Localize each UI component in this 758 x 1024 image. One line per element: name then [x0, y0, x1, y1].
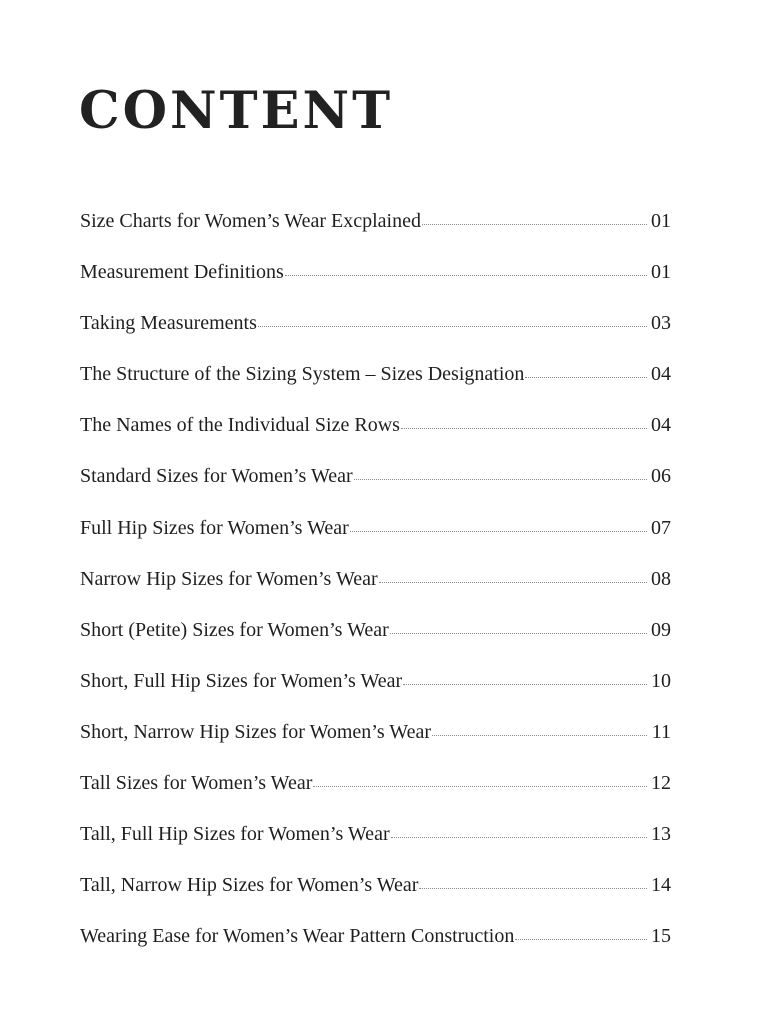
page-title: CONTENT: [79, 81, 394, 141]
dot-leader: [419, 887, 647, 889]
toc-entry-page-number: 09: [651, 618, 671, 641]
dot-leader: [422, 223, 647, 225]
toc-entry-page-number: 06: [651, 465, 671, 488]
toc-entry: [80, 360, 671, 411]
dot-leader: [403, 683, 647, 685]
toc-entry-page-number: 01: [651, 261, 671, 284]
toc-entry-label: Tall, Full Hip Sizes for Women’s Wear: [80, 823, 390, 846]
toc-entry-label: Wearing Ease for Women’s Wear Pattern Construction: [80, 925, 515, 948]
toc-entry-page-number: 11: [651, 720, 671, 743]
toc-entry-page-number: 14: [651, 874, 671, 897]
dot-leader: [379, 581, 647, 583]
toc-entry-page-number: 10: [651, 669, 671, 692]
table-of-contents: [80, 207, 671, 973]
toc-entry-label: Tall Sizes for Women’s Wear: [80, 772, 313, 795]
toc-entry-page-number: 07: [651, 516, 671, 539]
dot-leader: [354, 478, 647, 480]
dot-leader: [432, 734, 647, 736]
toc-entry: [80, 411, 671, 462]
toc-entry: [80, 922, 671, 973]
toc-entry-label: Narrow Hip Sizes for Women’s Wear: [80, 567, 378, 590]
dot-leader: [350, 530, 647, 532]
toc-entry: [80, 565, 671, 616]
toc-entry: [80, 309, 671, 360]
toc-entry-page-number: 04: [651, 414, 671, 437]
toc-entry-label: Tall, Narrow Hip Sizes for Women’s Wear: [80, 874, 419, 897]
toc-entry-page-number: 13: [651, 823, 671, 846]
toc-entry: [80, 207, 671, 258]
toc-entry: [80, 514, 671, 565]
toc-entry-label: Size Charts for Women’s Wear Excplained: [80, 210, 421, 232]
toc-entry: [80, 462, 671, 513]
toc-entry: [80, 769, 671, 820]
dot-leader: [313, 785, 647, 787]
toc-entry-label: Short (Petite) Sizes for Women’s Wear: [80, 618, 389, 641]
toc-entry-page-number: 12: [651, 772, 671, 795]
toc-entry-page-number: 01: [651, 210, 671, 232]
dot-leader: [515, 938, 647, 940]
toc-entry-page-number: 03: [651, 312, 671, 335]
toc-entry-label: Short, Full Hip Sizes for Women’s Wear: [80, 669, 403, 692]
toc-entry-label: Measurement Definitions: [80, 261, 284, 284]
toc-entry-label: Taking Measurements: [80, 312, 257, 335]
dot-leader: [258, 325, 647, 327]
toc-entry-page-number: 08: [651, 567, 671, 590]
toc-entry: [80, 820, 671, 871]
toc-entry: [80, 258, 671, 309]
toc-entry-page-number: 15: [651, 925, 671, 948]
dot-leader: [401, 427, 647, 429]
toc-entry: [80, 871, 671, 922]
toc-entry: [80, 616, 671, 667]
toc-entry-label: Full Hip Sizes for Women’s Wear: [80, 516, 349, 539]
toc-entry-label: The Structure of the Sizing System – Sizes Designation: [80, 363, 525, 386]
toc-entry-label: Short, Narrow Hip Sizes for Women’s Wear: [80, 720, 431, 743]
toc-entry: [80, 718, 671, 769]
dot-leader: [390, 632, 647, 634]
dot-leader: [391, 836, 647, 838]
toc-entry-label: Standard Sizes for Women’s Wear: [80, 465, 353, 488]
toc-entry-label: The Names of the Individual Size Rows: [80, 414, 400, 437]
dot-leader: [285, 274, 647, 276]
toc-entry-page-number: 04: [651, 363, 671, 386]
dot-leader: [525, 376, 647, 378]
toc-entry: [80, 667, 671, 718]
